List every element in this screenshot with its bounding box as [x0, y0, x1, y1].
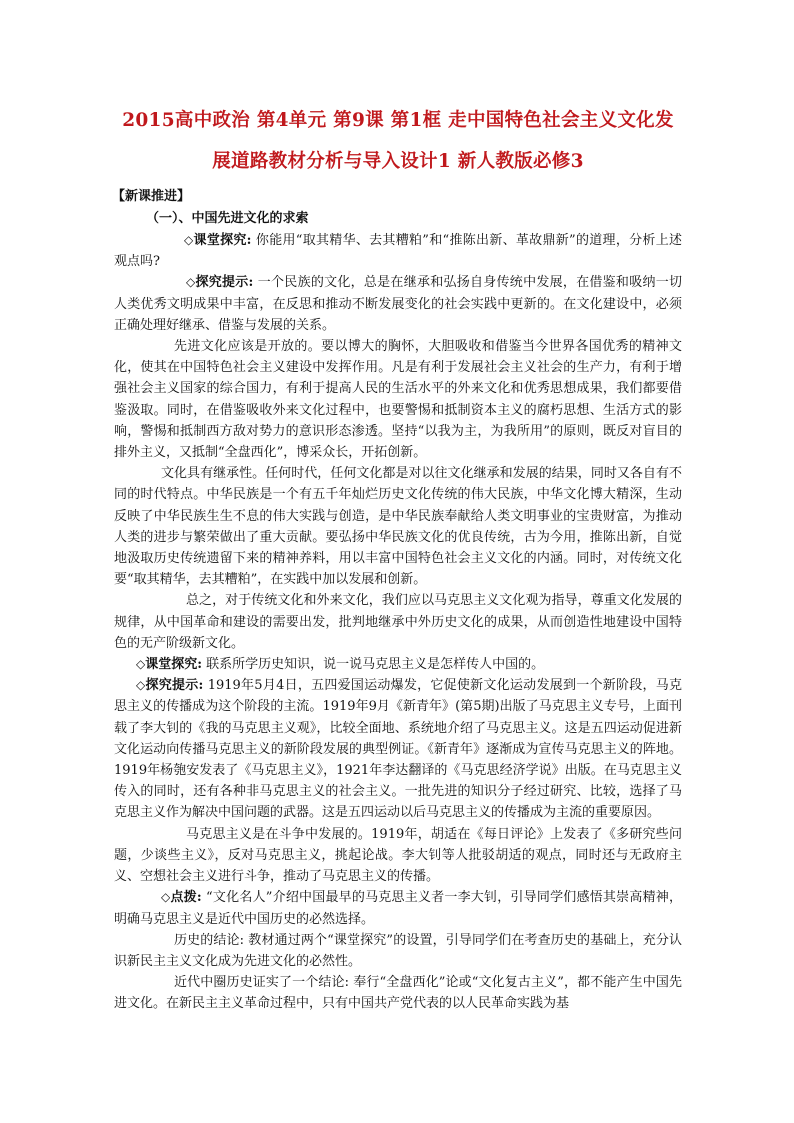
paragraph [114, 972, 682, 1014]
paragraph-label: 课堂探究: [145, 657, 203, 673]
paragraph [114, 272, 682, 336]
paragraph-label: 课堂探究: [193, 233, 252, 248]
diamond-marker-icon: ◇ [161, 890, 171, 905]
paragraph-text: “文化名人”介绍中国最早的马克思主义者一李大钊，引导同学们感悟其崇高精神，明确马克思主义是近代中国历史的必然选择。 [114, 890, 682, 927]
section-tag: 【新课推进】 [112, 189, 191, 204]
paragraph-text: 文化具有继承性。任何时代，任何文化都是对以往文化继承和发展的结果，同时又各自有不同的时代特点。中华民族是一个有五千年灿烂历史文化传统的伟大民族，中华文化博大精深，生动反映了中华民族生生不息的伟大实践与创造，是中华民族奉献给人类文明事业的宝贵财富，为推动人类的进步与繁荣做出了重大贡献。要弘扬中华民族文化的优良传统，古为今用，推陈出新，自觉地汲取历史传统遗留下来的精神养料，用以丰富中国特色社会主义文化的内涵。同时，对传统文化要“取其精华，去其糟粕”，在实践中加以发展和创新。 [114, 466, 682, 588]
paragraph-text: 你能用“取其精华、去其糟粕”和“推陈出新、革故鼎新”的道理，分析上述观点吗? [114, 233, 682, 270]
paragraph [114, 887, 682, 929]
paragraph-label: 探究提示: [195, 275, 254, 291]
paragraph-text: 历史的结论: 教材通过两个“课堂探究”的设置，引导同学们在考查历史的基础上，充分认识新民主主义文化成为先进文化的必然性。 [114, 932, 682, 969]
paragraph [114, 824, 682, 888]
paragraph-text: 马克思主义是在斗争中发展的。1919年，胡适在《每日评论》上发表了《多研究些问题，少谈些主义》，反对马克思主义，挑起论战。李大钊等人批驳胡适的观点，同时还与无政府主义、空想社会主义进行斗争，推动了马克思主义的传播。 [114, 826, 682, 885]
paragraph [114, 930, 682, 972]
paragraph [114, 590, 682, 654]
paragraph-text: 一个民族的文化，总是在继承和弘扬自身传统中发展，在借鉴和吸纳一切人类优秀文明成果中丰富，在反思和推动不断发展变化的社会实践中更新的。在文化建设中，必须正确处理好继承、借鉴与发展的关系。 [114, 275, 682, 333]
paragraph-text: 近代中圈历史证实了一个结论: 奉行“全盘西化”论或“文化复古主义”，都不能产生中国先进文化。在新民主主义革命过程中，只有中国共产党代表的以人民革命实践为基 [114, 975, 682, 1012]
diamond-marker-icon: ◇ [136, 678, 146, 693]
diamond-marker-icon: ◇ [136, 657, 146, 672]
paragraph [114, 463, 682, 590]
paragraph-text: 联系所学历史知识，说一说马克思主义是怎样传人中国的。 [202, 657, 545, 673]
paragraph-label: 探究提示: [145, 678, 204, 694]
paragraph-text: 1919年5月4日，五四爱国运动爆发，它促使新文化运动发展到一个新阶段，马克思主义的传播成为这个阶段的主流。1919年9月《新青年》(第5期)出版了马克思主义专号，上面刊载了李大钊的《我的马克思主义观》，比较全面地、系统地介绍了马克思主义。这是五四运动促进新文化运动向传播马克思主义的新阶段发展的典型例证。《新青年》逐渐成为宣传马克思主义的阵地。1919年杨匏安发表了《马克思主义》，1921年李达翻译的《马克思经济学说》出版。在马克思主义传入的同时，还有各种非马克思主义的社会主义。一批先进的知识分子经过研究、比较，选择了马克思主义作为解决中国问题的武器。这是五四运动以后马克思主义的传播成为主流的重要原因。 [114, 678, 682, 821]
document-page [114, 100, 682, 1015]
diamond-marker-icon: ◇ [184, 233, 194, 247]
paragraph [114, 675, 682, 823]
paragraph [114, 230, 682, 272]
section-heading: （一）、中国先进文化的求索 [146, 211, 309, 226]
paragraph [114, 336, 682, 463]
diamond-marker-icon: ◇ [186, 275, 196, 290]
paragraph-text: 先进文化应该是开放的。要以博大的胸怀，大胆吸收和借鉴当今世界各国优秀的精神文化，使其在中国特色社会主义建设中发挥作用。凡是有利于发展社会主义社会的生产力，有利于增强社会主义国家的综合国力，有利于提高人民的生活水平的外来文化和优秀思想成果，我们都要借鉴汲取。同时，在借鉴吸收外来文化过程中，也要警惕和抵制资本主义的腐朽思想、生活方式的影响，警惕和抵制西方敌对势力的意识形态渗透。坚持“以我为主，为我所用”的原则，既反对盲目的排外主义，又抵制“全盘西化”，博采众长，开拓创新。 [114, 339, 682, 461]
paragraph [114, 654, 682, 675]
paragraph-label: 点拨: [170, 890, 202, 906]
document-title: 2015高中政治 第4单元 第9课 第1框 走中国特色社会主义文化发展道路教材分析与导入设计1 新人教版必修3 [122, 110, 674, 172]
paragraph-text: 总之，对于传统文化和外来文化，我们应以马克思主义文化观为指导，尊重文化发展的规律，从中国革命和建设的需要出发，批判地继承中外历史文化的成果，从而创造性地建设中国特色的无产阶级新文化。 [114, 593, 682, 651]
